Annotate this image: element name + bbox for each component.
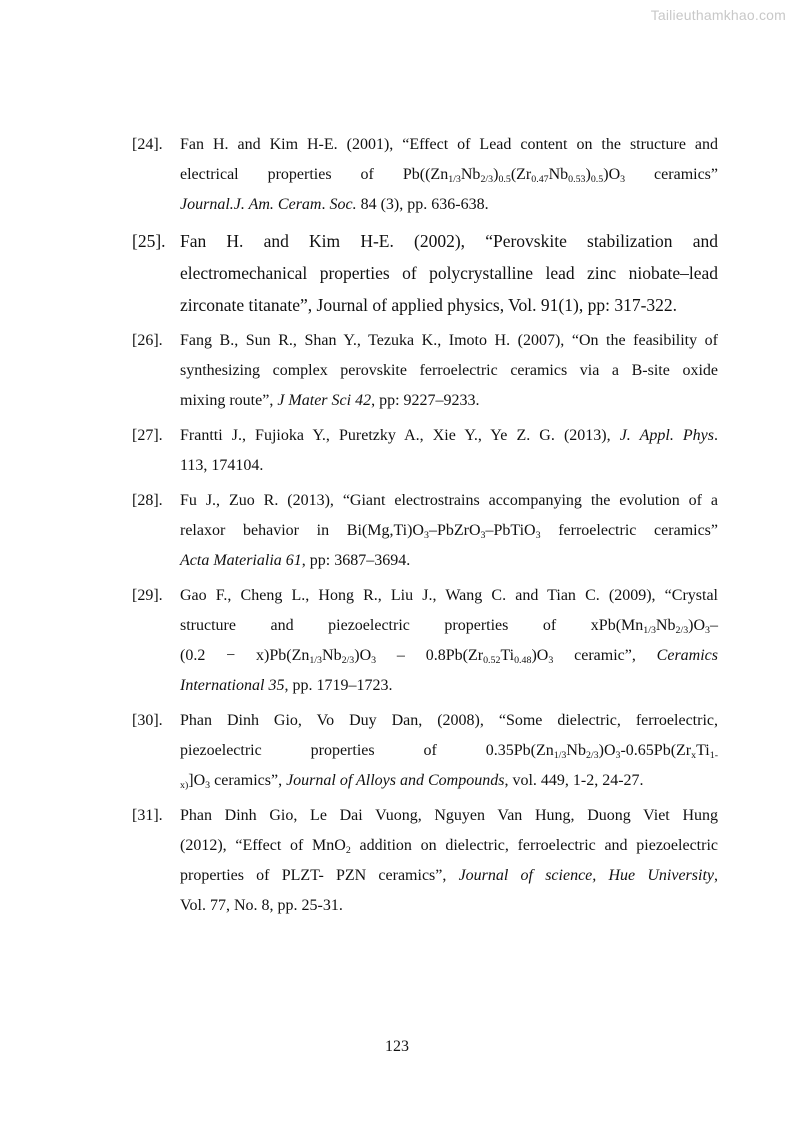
- reference-line: [180, 326, 718, 356]
- reference-item: [132, 225, 718, 321]
- reference-line: [180, 801, 718, 831]
- subscript-text: x: [691, 749, 697, 761]
- text-run: )O: [598, 742, 616, 759]
- subscript-text: 3: [535, 529, 541, 541]
- reference-line: [180, 190, 718, 220]
- reference-line: [180, 546, 718, 576]
- reference-line: [180, 641, 718, 671]
- text-run: ferroelectric ceramics”: [540, 522, 719, 539]
- reference-line: [180, 289, 718, 321]
- text-run: Nb: [655, 617, 676, 634]
- text-run: Fan H. and Kim H-E. (2001), “Effect of Lead content on the structure and: [180, 136, 718, 153]
- text-run: piezoelectric properties of 0.35Pb(Zn: [180, 742, 554, 759]
- text-run: Fan H. and Kim H-E. (2002), “Perovskite stabilization and: [180, 231, 718, 251]
- subscript-text: 0.48: [514, 654, 532, 666]
- text-run: electromechanical properties of polycrystalline lead zinc niobate–lead: [180, 263, 718, 283]
- text-run: )O: [603, 166, 621, 183]
- text-run: (0.2 − x)Pb(Zn: [180, 647, 310, 664]
- reference-number: [31].: [132, 807, 163, 824]
- text-run: , vol. 449, 1-2, 24-27.: [504, 772, 644, 789]
- reference-line: [180, 611, 718, 641]
- text-run: Fang B., Sun R., Shan Y., Tezuka K., Imoto H. (2007), “On the feasibility of: [180, 332, 718, 349]
- text-run: Nb: [460, 166, 481, 183]
- subscript-text: 3: [480, 529, 486, 541]
- reference-number: [24].: [132, 136, 163, 153]
- reference-line: [180, 831, 718, 861]
- reference-number: [27].: [132, 427, 163, 444]
- reference-line: [180, 160, 718, 190]
- reference-line: [180, 421, 718, 451]
- text-run: electrical properties of Pb((Zn: [180, 166, 449, 183]
- reference-line: [180, 386, 718, 416]
- text-run: – 0.8Pb(Zr: [376, 647, 484, 664]
- text-run: Nb: [566, 742, 586, 759]
- subscript-text: 0.5: [590, 173, 604, 185]
- text-run: ceramics”: [625, 166, 719, 183]
- reference-number: [28].: [132, 492, 163, 509]
- text-run: ,: [714, 867, 718, 884]
- text-run: Fu J., Zuo R. (2013), “Giant electrostrains accompanying the evolution of a: [180, 492, 718, 509]
- text-run: ]O: [188, 772, 206, 789]
- text-run: , pp: 3687–3694.: [301, 552, 411, 569]
- page-number: 123: [385, 1038, 409, 1055]
- reference-line: [180, 451, 718, 481]
- italic-text: J Mater Sci 42: [277, 392, 372, 409]
- subscript-text: 0.52: [483, 654, 501, 666]
- text-run: Vol. 77, No. 8, pp. 25-31.: [180, 897, 343, 914]
- italic-text: Journal of science, Hue University: [458, 867, 714, 884]
- subscript-text: 3: [424, 529, 429, 541]
- subscript-text: 3: [705, 624, 710, 636]
- reference-item: [132, 326, 718, 416]
- text-run: .: [714, 427, 719, 444]
- subscript-text: 3: [620, 173, 626, 185]
- text-run: (2012), “Effect of MnO: [180, 837, 346, 854]
- subscript-text: 2/3: [675, 624, 689, 636]
- text-run: 84 (3), pp. 636-638.: [356, 196, 489, 213]
- subscript-text: 0.53: [568, 173, 586, 185]
- text-run: Phan Dinh Gio, Vo Duy Dan, (2008), “Some dielectric, ferroelectric,: [180, 712, 718, 729]
- italic-text: Soc.: [329, 196, 357, 213]
- text-run: ceramics”,: [210, 772, 287, 789]
- subscript-text: 2/3: [480, 173, 494, 185]
- text-run: Gao F., Cheng L., Hong R., Liu J., Wang C. and Tian C. (2009), “Crystal: [180, 587, 718, 604]
- reference-item: [132, 801, 718, 921]
- reference-line: [180, 891, 718, 921]
- reference-line: [180, 516, 718, 546]
- italic-text: J. Appl. Phys: [619, 427, 715, 444]
- reference-line: [180, 581, 718, 611]
- reference-line: [180, 736, 718, 766]
- text-run: , pp. 1719–1723.: [284, 677, 393, 694]
- text-run: mixing route”,: [180, 392, 278, 409]
- subscript-text: 1/3: [553, 749, 567, 761]
- reference-item: [132, 421, 718, 481]
- text-run: zirconate titanate”, Journal of applied physics, Vol. 91(1), pp: 317-322.: [180, 295, 678, 315]
- text-run: ): [585, 166, 591, 183]
- text-run: )O: [354, 647, 372, 664]
- text-run: ): [493, 166, 499, 183]
- subscript-text: 0.47: [531, 173, 549, 185]
- reference-item: [132, 581, 718, 701]
- subscript-text: 3: [371, 654, 377, 666]
- reference-number: [29].: [132, 587, 163, 604]
- text-run: Frantti J., Fujioka Y., Puretzky A., Xie Y., Ye Z. G. (2013),: [180, 427, 620, 444]
- reference-number: [26].: [132, 332, 163, 349]
- text-run: relaxor behavior in Bi(Mg,Ti)O: [180, 522, 424, 539]
- reference-line: [180, 257, 718, 289]
- subscript-text: 2/3: [341, 654, 355, 666]
- text-run: Ti: [500, 647, 515, 664]
- subscript-text: 2: [345, 844, 351, 856]
- reference-number: [25].: [132, 231, 166, 251]
- subscript-text: 0.5: [498, 173, 511, 185]
- text-run: ceramic”,: [553, 647, 657, 664]
- text-run: Nb: [322, 647, 342, 664]
- italic-text: Journal of Alloys and Compounds: [286, 772, 505, 789]
- italic-text: International 35: [180, 677, 285, 694]
- text-run: –PbZrO: [428, 522, 481, 539]
- text-run: Phan Dinh Gio, Le Dai Vuong, Nguyen Van Hung, Duong Viet Hung: [180, 807, 718, 824]
- reference-item: [132, 706, 718, 796]
- italic-text: Acta Materialia 61: [180, 552, 302, 569]
- text-run: )O: [531, 647, 549, 664]
- reference-line: [180, 706, 718, 736]
- text-run: synthesizing complex perovskite ferroelectric ceramics via a B-site oxide: [180, 362, 718, 379]
- text-run: Nb: [548, 166, 569, 183]
- subscript-text: x): [180, 779, 189, 791]
- subscript-text: 1/3: [448, 173, 461, 185]
- subscript-text: 3: [615, 749, 621, 761]
- text-run: , pp: 9227–9233.: [371, 392, 480, 409]
- subscript-text: 1-: [709, 749, 718, 761]
- subscript-text: 2/3: [585, 749, 599, 761]
- reference-line: [180, 356, 718, 386]
- reference-item: [132, 130, 718, 220]
- reference-item: [132, 486, 718, 576]
- italic-text: Ceramics: [656, 647, 718, 664]
- subscript-text: 1/3: [643, 624, 656, 636]
- text-run: addition on dielectric, ferroelectric and piezoelectric: [350, 837, 718, 854]
- reference-line: [180, 861, 718, 891]
- subscript-text: 3: [205, 779, 211, 791]
- text-run: -0.65Pb(Zr: [620, 742, 692, 759]
- watermark-text: Tailieuthamkhao.com: [650, 7, 786, 23]
- reference-line: [180, 671, 718, 701]
- text-run: 113, 174104.: [180, 457, 264, 474]
- text-run: –: [710, 617, 718, 634]
- text-run: (Zr: [510, 166, 532, 183]
- subscript-text: 1/3: [309, 654, 323, 666]
- text-run: properties of PLZT- PZN ceramics”,: [180, 867, 459, 884]
- subscript-text: 3: [548, 654, 554, 666]
- reference-number: [30].: [132, 712, 163, 729]
- italic-text: Journal.J. Am. Ceram: [180, 196, 322, 213]
- reference-line: [180, 766, 718, 796]
- reference-list: [132, 130, 718, 926]
- reference-line: [180, 225, 718, 257]
- text-run: structure and piezoelectric properties of xPb(Mn: [180, 617, 644, 634]
- reference-line: [180, 130, 718, 160]
- reference-line: [180, 486, 718, 516]
- text-run: Ti: [696, 742, 710, 759]
- text-run: .: [321, 196, 330, 213]
- text-run: –PbTiO: [485, 522, 536, 539]
- text-run: )O: [688, 617, 706, 634]
